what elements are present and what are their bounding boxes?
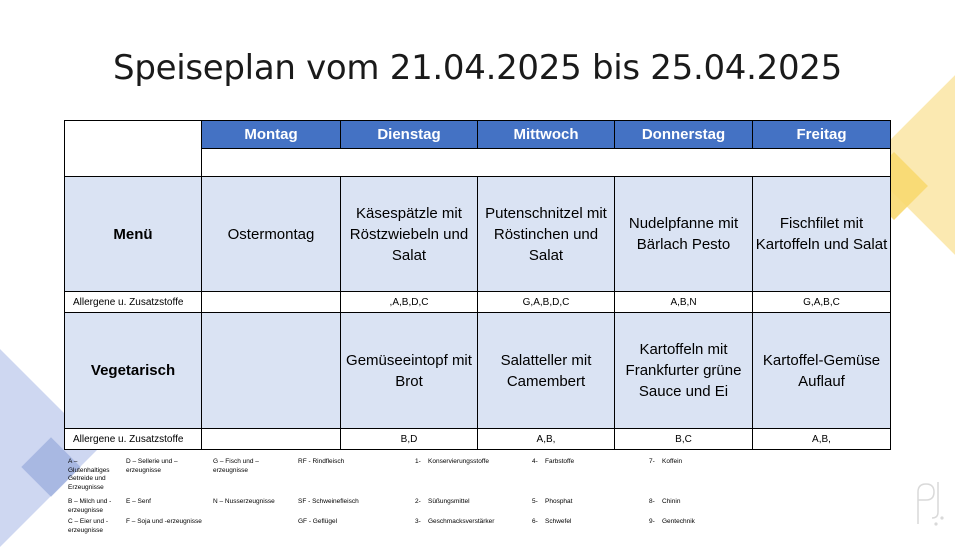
- header-corner: [65, 121, 202, 149]
- blank-corner: [65, 149, 202, 177]
- allergens-label: Allergene u. Zusatzstoffe: [65, 429, 202, 450]
- veg-cell-freitag: Kartoffel-Gemüse Auflauf: [753, 313, 891, 429]
- legend-item: SF - Schweinefleisch: [298, 498, 359, 505]
- menu-row: [65, 177, 891, 292]
- legend-item: 4- Farbstoffe: [532, 458, 575, 465]
- menu-allergens-donnerstag: A,B,N: [615, 292, 753, 313]
- menu-cell-freitag: Fischfilet mit Kartoffeln und Salat: [753, 177, 891, 292]
- legend-item: 9- Gentechnik: [649, 518, 695, 525]
- legend-item: F – Soja und -erzeugnisse: [126, 518, 202, 525]
- day-header-mittwoch: Mittwoch: [478, 121, 615, 149]
- menu-allergens-freitag: G,A,B,C: [753, 292, 891, 313]
- legend-item: 1- Konservierungsstoffe: [415, 458, 489, 465]
- legend-item: 3- Geschmacksverstärker: [415, 518, 495, 525]
- veg-cell-montag: [202, 313, 341, 429]
- veg-allergens-freitag: A,B,: [753, 429, 891, 450]
- legend-item: G – Fisch und –erzeugnisse: [213, 458, 259, 474]
- veg-allergens-donnerstag: B,C: [615, 429, 753, 450]
- menu-allergens-montag: [202, 292, 341, 313]
- allergens-label: Allergene u. Zusatzstoffe: [65, 292, 202, 313]
- day-header-row: [65, 121, 891, 149]
- veg-cell-donnerstag: Kartoffeln mit Frankfurter grüne Sauce und Ei: [615, 313, 753, 429]
- menu-cell-donnerstag: Nudelpfanne mit Bärlach Pesto: [615, 177, 753, 292]
- logo-icon: [912, 478, 948, 528]
- legend-item: E – Senf: [126, 498, 151, 505]
- veg-cell-mittwoch: Salatteller mit Camembert: [478, 313, 615, 429]
- menu-cell-dienstag: Käsespätzle mit Röstzwiebeln und Salat: [341, 177, 478, 292]
- day-header-freitag: Freitag: [753, 121, 891, 149]
- blank-cell: [202, 149, 891, 177]
- menu-cell-mittwoch: Putenschnitzel mit Röstinchen und Salat: [478, 177, 615, 292]
- legend-item: 8- Chinin: [649, 498, 681, 505]
- day-header-montag: Montag: [202, 121, 341, 149]
- veg-cell-dienstag: Gemüseeintopf mit Brot: [341, 313, 478, 429]
- legend-item: B – Milch und -erzeugnisse: [68, 498, 112, 514]
- veg-allergens-montag: [202, 429, 341, 450]
- veg-allergens-mittwoch: A,B,: [478, 429, 615, 450]
- row-label-veg: Vegetarisch: [65, 313, 202, 429]
- veg-allergens-dienstag: B,D: [341, 429, 478, 450]
- legend-item: 5- Phosphat: [532, 498, 573, 505]
- allergen-legend: [68, 458, 888, 536]
- legend-item: 7- Koffein: [649, 458, 683, 465]
- menu-allergens-dienstag: ,A,B,D,C: [341, 292, 478, 313]
- menu-allergens-row: [65, 292, 891, 313]
- legend-item: A – Glutenhaltiges Getreide und Erzeugnisse: [68, 458, 110, 491]
- menu-table: [64, 120, 891, 450]
- menu-allergens-mittwoch: G,A,B,D,C: [478, 292, 615, 313]
- legend-item: D – Sellerie und –erzeugnisse: [126, 458, 178, 474]
- page-title: Speiseplan vom 21.04.2025 bis 25.04.2025: [113, 48, 842, 88]
- blank-row: [65, 149, 891, 177]
- menu-cell-montag: Ostermontag: [202, 177, 341, 292]
- legend-item: RF - Rindfleisch: [298, 458, 345, 465]
- veg-allergens-row: [65, 429, 891, 450]
- legend-item: 6- Schwefel: [532, 518, 572, 525]
- legend-item: GF - Geflügel: [298, 518, 338, 525]
- legend-item: C – Eier und -erzeugnisse: [68, 518, 109, 534]
- legend-item: 2- Süßungsmittel: [415, 498, 470, 505]
- day-header-donnerstag: Donnerstag: [615, 121, 753, 149]
- day-header-dienstag: Dienstag: [341, 121, 478, 149]
- row-label-menu: Menü: [65, 177, 202, 292]
- legend-item: N – Nusserzeugnisse: [213, 498, 275, 505]
- veg-row: [65, 313, 891, 429]
